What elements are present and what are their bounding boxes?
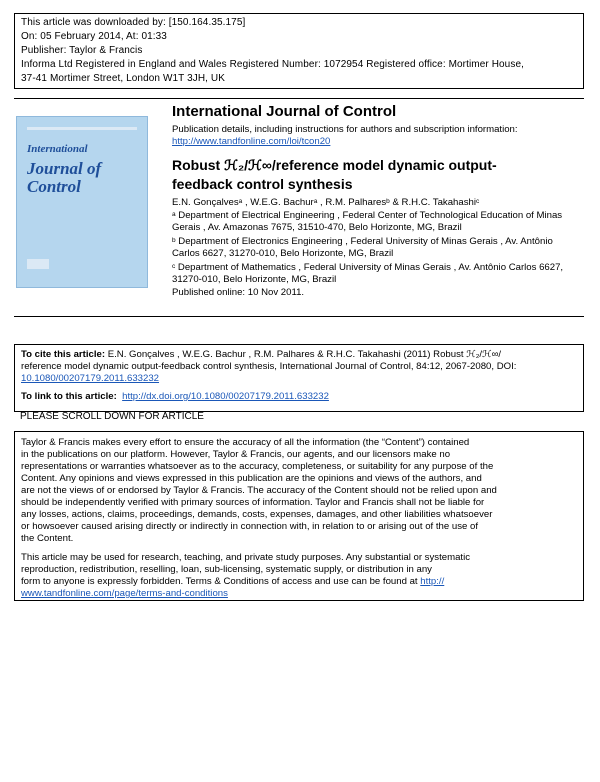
disclaimer-line: representations or warranties whatsoever as to the accuracy, completeness, or suitability for any purpose of the xyxy=(21,461,494,472)
affiliation-line: Carlos 6627, 31270-010, Belo Horizonte, MG, Brazil xyxy=(172,248,394,259)
disclaimer-line: any losses, actions, claims, proceedings, demands, costs, expenses, damages, and other liabilities whatsoever xyxy=(21,509,493,520)
published-date: Published online: 10 Nov 2011. xyxy=(172,287,305,298)
journal-cover-image xyxy=(16,116,148,288)
journal-name: International Journal of Control xyxy=(172,103,397,120)
author-list xyxy=(172,197,479,209)
publication-details: Publication details, including instructions for authors and subscription information: xyxy=(172,124,518,135)
affiliation-line xyxy=(172,236,553,248)
affil-text: Department of Electrical Engineering , Federal Center of Technological Education of Minas xyxy=(178,210,563,221)
disclaimer-line xyxy=(21,576,444,588)
affil-sup: b xyxy=(172,237,176,244)
disclaimer-line: Content. Any opinions and views expressed in this publication are the opinions and views of the authors, and xyxy=(21,473,482,484)
author-affil-sup: c xyxy=(476,198,480,205)
article-doi-url-link[interactable]: http://dx.doi.org/10.1080/00207179.2011.633232 xyxy=(122,391,329,402)
affil-sup: a xyxy=(172,211,176,218)
publisher-logo-icon xyxy=(27,259,49,269)
author-name: , R.M. Palhares xyxy=(320,197,387,208)
author-affil-sup: b xyxy=(386,198,390,205)
disclaimer-line: are not the views of or endorsed by Taylor & Francis. The accuracy of the Content should not be relied upon and xyxy=(21,485,497,496)
download-info-box xyxy=(14,13,584,89)
author-affil-sup: a xyxy=(313,198,318,205)
link-label: To link to this article: xyxy=(21,391,117,402)
author-affil-sup: a xyxy=(238,198,243,205)
citation-line: reference model dynamic output-feedback control synthesis, International Journal of Control, 84:12, 2067-2080, DOI: xyxy=(21,361,517,372)
article-title-line: feedback control synthesis xyxy=(172,176,353,192)
affil-sup: c xyxy=(172,263,176,270)
article-title-line: Robust ℋ₂/ℋ∞/reference model dynamic output- xyxy=(172,157,497,173)
author-name: & R.H.C. Takahashi xyxy=(392,197,476,208)
affil-text: Department of Mathematics , Federal University of Minas Gerais , Av. Antônio Carlos 6627, xyxy=(177,262,564,273)
article-link-line xyxy=(21,391,329,403)
disclaimer-text: form to anyone is expressly forbidden. Terms & Conditions of access and use can be found at xyxy=(21,576,421,587)
cite-label: To cite this article: xyxy=(21,349,106,360)
citation-box xyxy=(14,344,584,412)
doi-link[interactable]: 10.1080/00207179.2011.633232 xyxy=(21,373,160,384)
author-name: , W.E.G. Bachur xyxy=(244,197,314,208)
affiliation-line xyxy=(172,210,562,222)
download-line: On: 05 February 2014, At: 01:33 xyxy=(21,31,167,42)
journal-url-link[interactable]: http://www.tandfonline.com/loi/tcon20 xyxy=(172,136,331,147)
disclaimer-line: should be independently verified with primary sources of information. Taylor and Francis shall not be liable for xyxy=(21,497,485,508)
divider xyxy=(14,98,584,99)
disclaimer-line: in the publications on our platform. However, Taylor & Francis, our agents, and our licensors make no xyxy=(21,449,451,460)
download-line: Publisher: Taylor & Francis xyxy=(21,45,143,56)
author-name: E.N. Gonçalves xyxy=(172,197,239,208)
disclaimer-line: the Content. xyxy=(21,533,74,544)
terms-link[interactable]: http:// xyxy=(420,576,445,587)
cover-title-line: Control xyxy=(27,177,81,196)
download-line: Informa Ltd Registered in England and Wales Registered Number: 1072954 Registered office: Mortimer House, xyxy=(21,59,524,70)
cover-strip xyxy=(27,127,137,130)
cite-text: E.N. Gonçalves , W.E.G. Bachur , R.M. Palhares & R.H.C. Takahashi (2011) Robust ℋ₂/ℋ∞/ xyxy=(105,349,502,360)
disclaimer-line: reproduction, redistribution, reselling, loan, sub-licensing, systematic supply, or distribution in any xyxy=(21,564,432,575)
cover-title-line: International xyxy=(27,143,88,155)
cover-title-line: Journal of xyxy=(27,159,102,178)
disclaimer-line: or howsoever caused arising directly or indirectly in connection with, in relation to or arising out of the use of xyxy=(21,521,479,532)
affiliation-line: Gerais , Av. Amazonas 7675, 31510-470, Belo Horizonte, MG, Brazil xyxy=(172,222,462,233)
disclaimer-line: This article may be used for research, teaching, and private study purposes. Any substantial or systematic xyxy=(21,552,470,563)
divider xyxy=(14,316,584,317)
affil-text: Department of Electronics Engineering , Federal University of Minas Gerais , Av. Antônio xyxy=(178,236,553,247)
scroll-notice: PLEASE SCROLL DOWN FOR ARTICLE xyxy=(20,411,204,422)
download-line: This article was downloaded by: [150.164.35.175] xyxy=(21,17,246,28)
terms-link[interactable]: www.tandfonline.com/page/terms-and-conditions xyxy=(21,588,228,599)
affiliation-line xyxy=(172,262,563,274)
affiliation-line: 31270-010, Belo Horizonte, MG, Brazil xyxy=(172,274,337,285)
disclaimer-box xyxy=(14,431,584,601)
citation-line xyxy=(21,349,501,361)
download-line: 37-41 Mortimer Street, London W1T 3JH, UK xyxy=(21,73,225,84)
disclaimer-line: Taylor & Francis makes every effort to ensure the accuracy of all the information (the “Content”) contained xyxy=(21,437,470,448)
